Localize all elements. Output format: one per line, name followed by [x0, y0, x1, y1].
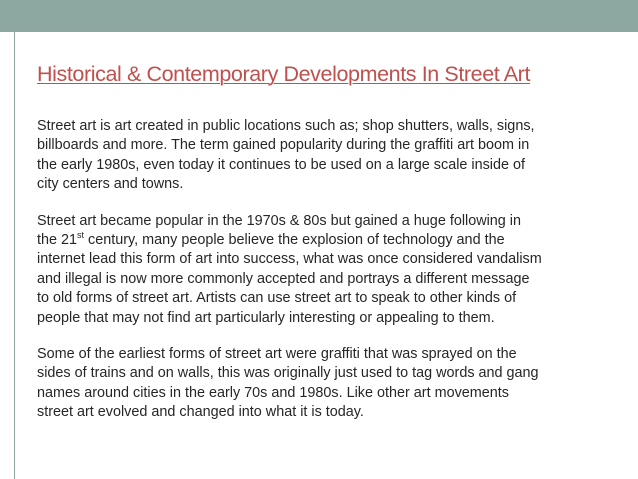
paragraph-line: to old forms of street art. Artists can use street art to speak to other kinds of — [37, 290, 517, 307]
paragraph-line: Street art became popular in the 1970s & 80s but gained a huge following in — [37, 212, 522, 229]
top-accent-band — [0, 0, 638, 32]
paragraph-2 — [37, 212, 617, 328]
paragraph-line: billboards and more. The term gained popularity during the graffiti art boom in — [37, 137, 530, 154]
ordinal-superscript: st — [77, 230, 85, 241]
paragraph-line: people that may not find art particularly interesting or appealing to them. — [37, 309, 495, 326]
paragraph-line: the early 1980s, even today it continues to be used on a large scale inside of — [37, 156, 526, 173]
slide-body — [37, 117, 617, 440]
slide-title: Historical & Contemporary Developments In Street Art — [37, 62, 531, 86]
paragraph-line: and illegal is now more commonly accepted and portrays a different message — [37, 270, 530, 287]
paragraph-line: Street art is art created in public locations such as; shop shutters, walls, signs, — [37, 118, 535, 134]
paragraph-1 — [37, 117, 617, 195]
paragraph-line: names around cities in the early 70s and 1980s. Like other art movements — [37, 384, 509, 401]
paragraph-line-with-superscript — [37, 231, 617, 250]
paragraph-line: city centers and towns. — [37, 176, 184, 193]
paragraph-line: sides of trains and on walls, this was originally just used to tag words and gang — [37, 365, 539, 382]
line-end: century, many people believe the explosion of technology and the — [84, 232, 505, 249]
paragraph-3 — [37, 345, 617, 423]
left-accent-line — [14, 32, 15, 479]
line-start: the 21 — [37, 232, 78, 249]
paragraph-line: Some of the earliest forms of street art were graffiti that was sprayed on the — [37, 346, 517, 363]
paragraph-line: internet lead this form of art into success, what was once considered vandalism — [37, 251, 542, 268]
paragraph-line: street art evolved and changed into what it is today. — [37, 404, 364, 421]
